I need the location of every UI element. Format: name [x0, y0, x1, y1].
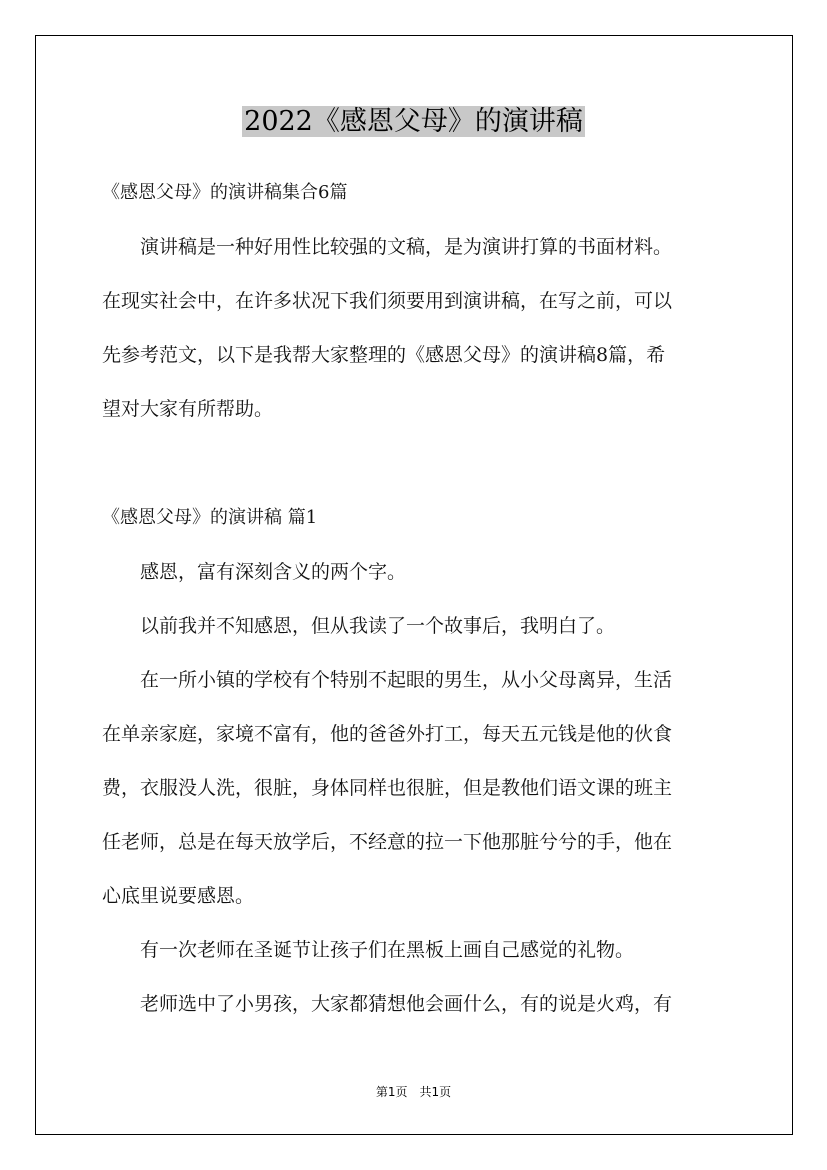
- body-line: 老师选中了小男孩，大家都猜想他会画什么，有的说是火鸡，有: [102, 993, 673, 1015]
- body-line: 有一次老师在圣诞节让孩子们在黑板上画自己感觉的礼物。: [102, 939, 635, 961]
- intro-line: 望对大家有所帮助。: [102, 398, 274, 420]
- body-line: 在单亲家庭，家境不富有，他的爸爸外打工，每天五元钱是他的伙食: [102, 723, 673, 745]
- body-line: 在一所小镇的学校有个特别不起眼的男生，从小父母离异，生活: [102, 669, 673, 691]
- page-footer: 第1页 共1页: [375, 1085, 452, 1099]
- body-line: 心底里说要感恩。: [102, 885, 255, 907]
- document-title-text: 2022《感恩父母》的演讲稿: [244, 106, 583, 137]
- body-line: 任老师，总是在每天放学后，不经意的拉一下他那脏兮兮的手，他在: [102, 831, 673, 853]
- body-line: 以前我并不知感恩，但从我读了一个故事后，我明白了。: [102, 615, 616, 637]
- intro-line: 演讲稿是一种好用性比较强的文稿，是为演讲打算的书面材料。: [102, 236, 673, 258]
- intro-line: 先参考范文，以下是我帮大家整理的《感恩父母》的演讲稿8篇，希: [102, 344, 666, 366]
- section-heading: 《感恩父母》的演讲稿 篇1: [102, 507, 318, 528]
- intro-line: 在现实社会中，在许多状况下我们须要用到演讲稿，在写之前，可以: [102, 290, 673, 312]
- body-line: 感恩，富有深刻含义的两个字。: [102, 561, 407, 583]
- document-title: [0, 100, 827, 144]
- document-subtitle: 《感恩父母》的演讲稿集合6篇: [102, 182, 348, 203]
- body-line: 费，衣服没人洗，很脏，身体同样也很脏，但是教他们语文课的班主: [102, 777, 673, 799]
